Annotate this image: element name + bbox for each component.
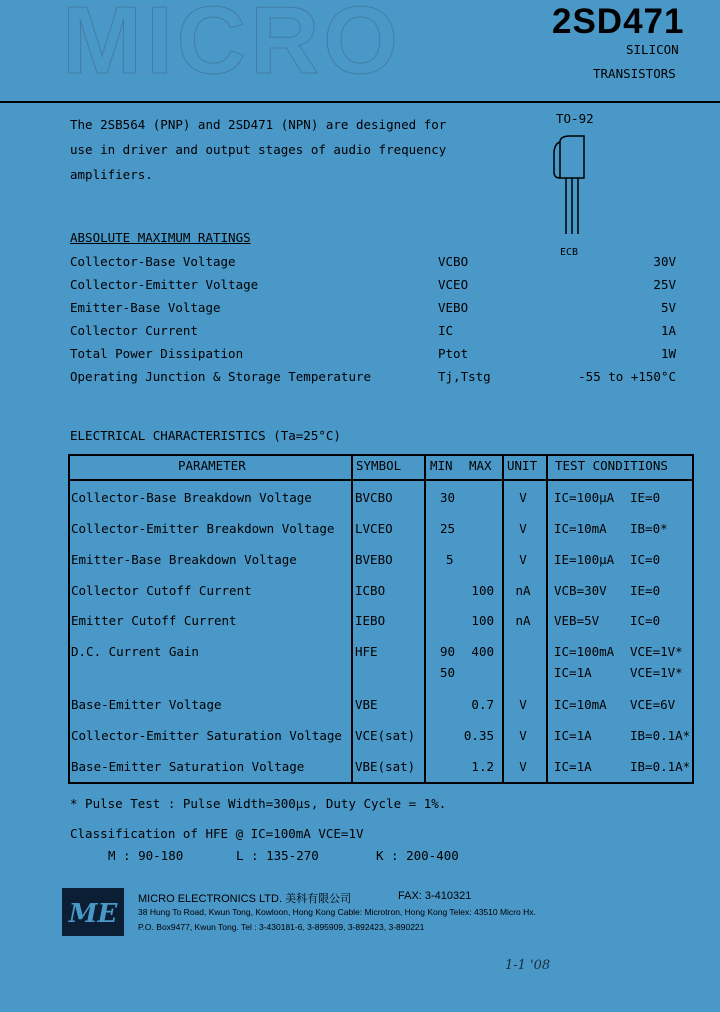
rating-name: Collector-Base Voltage xyxy=(70,254,236,269)
row-symbol: LVCEO xyxy=(355,521,393,536)
row-parameter: Base-Emitter Saturation Voltage xyxy=(71,759,305,774)
col-header-unit: UNIT xyxy=(507,458,538,473)
row-symbol: BVEBO xyxy=(355,552,393,567)
rating-value: 25V xyxy=(653,277,676,292)
row-parameter: Collector-Emitter Saturation Voltage xyxy=(71,728,342,743)
rating-value: 1A xyxy=(660,323,676,338)
row-max: 100 xyxy=(471,613,494,628)
row-min: 5 xyxy=(446,552,454,567)
row-condition-1: IC=1A xyxy=(554,759,592,774)
intro-paragraph xyxy=(70,112,470,187)
row-condition-2: IB=0.1A* xyxy=(630,728,691,743)
rating-name: Operating Junction & Storage Temperature xyxy=(70,369,372,384)
row-condition-2: VCE=1V* xyxy=(630,644,683,659)
col-header-test-conditions: TEST CONDITIONS xyxy=(555,458,668,473)
row-condition-1: IC=10mA xyxy=(554,521,607,536)
rating-symbol: Tj,Tstg xyxy=(438,369,491,384)
row-condition-1: IC=1A xyxy=(554,665,592,680)
col-header-symbol: SYMBOL xyxy=(356,458,402,473)
row-condition-2: VCE=1V* xyxy=(630,665,683,680)
company-contact: P.O. Box9477, Kwun Tong. Tel : 3-430181-6, 3-895909, 3-892423, 3-890221 xyxy=(138,922,425,932)
col-header-parameter: PARAMETER xyxy=(178,458,246,473)
rating-symbol: VCEO xyxy=(438,277,469,292)
row-parameter: Base-Emitter Voltage xyxy=(71,697,222,712)
row-max: 100 xyxy=(471,583,494,598)
pulse-test-footnote: * Pulse Test : Pulse Width=300µs, Duty Cycle = 1%. xyxy=(70,796,447,811)
row-max: 0.35 xyxy=(463,728,494,743)
row-condition-1: IC=100µA xyxy=(554,490,615,505)
rating-row xyxy=(70,254,680,274)
rating-row xyxy=(70,300,680,320)
hfe-class-m: M : 90-180 xyxy=(108,848,184,863)
row-condition-1: IC=1A xyxy=(554,728,592,743)
company-name: MICRO ELECTRONICS LTD. 美科有限公司 xyxy=(138,893,352,905)
column-divider xyxy=(502,454,504,784)
row-symbol: VBE xyxy=(355,697,378,712)
row-parameter: Collector-Base Breakdown Voltage xyxy=(71,490,312,505)
header-divider xyxy=(0,101,720,103)
subtitle-transistors: TRANSISTORS xyxy=(593,66,676,81)
company-fax: FAX: 3-410321 xyxy=(398,890,472,902)
rating-value: 5V xyxy=(660,300,676,315)
hfe-class-k: K : 200-400 xyxy=(376,848,459,863)
electrical-title: ELECTRICAL CHARACTERISTICS (Ta=25°C) xyxy=(70,428,341,443)
rating-symbol: VCBO xyxy=(438,254,469,269)
ratings-title: ABSOLUTE MAXIMUM RATINGS xyxy=(70,230,251,245)
rating-name: Emitter-Base Voltage xyxy=(70,300,221,315)
row-condition-1: VCB=30V xyxy=(554,583,607,598)
package-label: TO-92 xyxy=(556,111,594,126)
row-condition-1: IC=100mA xyxy=(554,644,615,659)
row-condition-2: IC=0 xyxy=(630,613,661,628)
row-max: 0.7 xyxy=(471,697,494,712)
row-symbol: ICBO xyxy=(355,583,386,598)
row-symbol: HFE xyxy=(355,644,378,659)
row-min: 30 xyxy=(440,490,456,505)
part-number-title: 2SD471 xyxy=(552,2,685,41)
row-symbol: BVCBO xyxy=(355,490,393,505)
col-header-max: MAX xyxy=(469,458,492,473)
row-unit: nA xyxy=(515,583,531,598)
row-unit: V xyxy=(519,697,527,712)
table-header-divider xyxy=(68,479,694,481)
row-parameter: Collector-Emitter Breakdown Voltage xyxy=(71,521,335,536)
row-condition-1: IE=100µA xyxy=(554,552,615,567)
hfe-classification-title: Classification of HFE @ IC=100mA VCE=1V xyxy=(70,826,364,841)
rating-name: Collector Current xyxy=(70,323,198,338)
column-divider xyxy=(546,454,548,784)
rating-value: -55 to +150°C xyxy=(578,369,676,384)
subtitle-silicon: SILICON xyxy=(626,42,679,57)
column-divider xyxy=(424,454,426,784)
rating-name: Total Power Dissipation xyxy=(70,346,244,361)
row-unit: nA xyxy=(515,613,531,628)
rating-row xyxy=(70,277,680,297)
row-symbol: VCE(sat) xyxy=(355,728,416,743)
row-parameter: D.C. Current Gain xyxy=(71,644,199,659)
to92-package-drawing xyxy=(548,134,598,246)
rating-name: Collector-Emitter Voltage xyxy=(70,277,259,292)
row-condition-2: IC=0 xyxy=(630,552,661,567)
rating-symbol: VEBO xyxy=(438,300,469,315)
row-min: 50 xyxy=(440,665,456,680)
row-unit: V xyxy=(519,759,527,774)
col-header-min: MIN xyxy=(430,458,453,473)
brand-watermark-logo: MICRO xyxy=(62,0,402,94)
manufacturer-logo xyxy=(62,888,124,936)
pin-order-label: ECB xyxy=(560,247,579,258)
rating-symbol: Ptot xyxy=(438,346,469,361)
row-parameter: Emitter Cutoff Current xyxy=(71,613,237,628)
column-divider xyxy=(351,454,353,784)
row-condition-1: VEB=5V xyxy=(554,613,600,628)
row-max: 400 xyxy=(471,644,494,659)
rating-row xyxy=(70,369,680,389)
row-max: 1.2 xyxy=(471,759,494,774)
row-condition-2: IE=0 xyxy=(630,583,661,598)
row-condition-2: IB=0.1A* xyxy=(630,759,691,774)
intro-line: amplifiers. xyxy=(70,167,153,182)
row-symbol: IEBO xyxy=(355,613,386,628)
row-unit: V xyxy=(519,521,527,536)
row-condition-2: IB=0* xyxy=(630,521,668,536)
rating-row xyxy=(70,346,680,366)
rating-row xyxy=(70,323,680,343)
row-symbol: VBE(sat) xyxy=(355,759,416,774)
row-unit: V xyxy=(519,728,527,743)
row-unit: V xyxy=(519,552,527,567)
company-address: 38 Hung To Road, Kwun Tong, Kowloon, Hong Kong Cable: Microtron, Hong Kong Telex: 43510 Micro Hx. xyxy=(138,907,536,917)
row-condition-2: VCE=6V xyxy=(630,697,676,712)
row-parameter: Emitter-Base Breakdown Voltage xyxy=(71,552,297,567)
intro-line: The 2SB564 (PNP) and 2SD471 (NPN) are designed for xyxy=(70,117,447,132)
hfe-class-l: L : 135-270 xyxy=(236,848,319,863)
row-min: 25 xyxy=(440,521,456,536)
row-min: 90 xyxy=(440,644,456,659)
row-condition-1: IC=10mA xyxy=(554,697,607,712)
intro-line: use in driver and output stages of audio frequency xyxy=(70,142,447,157)
rating-value: 1W xyxy=(660,346,676,361)
row-parameter: Collector Cutoff Current xyxy=(71,583,252,598)
rating-symbol: IC xyxy=(438,323,454,338)
rating-value: 30V xyxy=(653,254,676,269)
row-unit: V xyxy=(519,490,527,505)
row-condition-2: IE=0 xyxy=(630,490,661,505)
manufacturer-logo-text: ME xyxy=(68,899,118,929)
handwritten-note: 1-1 '08 xyxy=(505,958,551,973)
